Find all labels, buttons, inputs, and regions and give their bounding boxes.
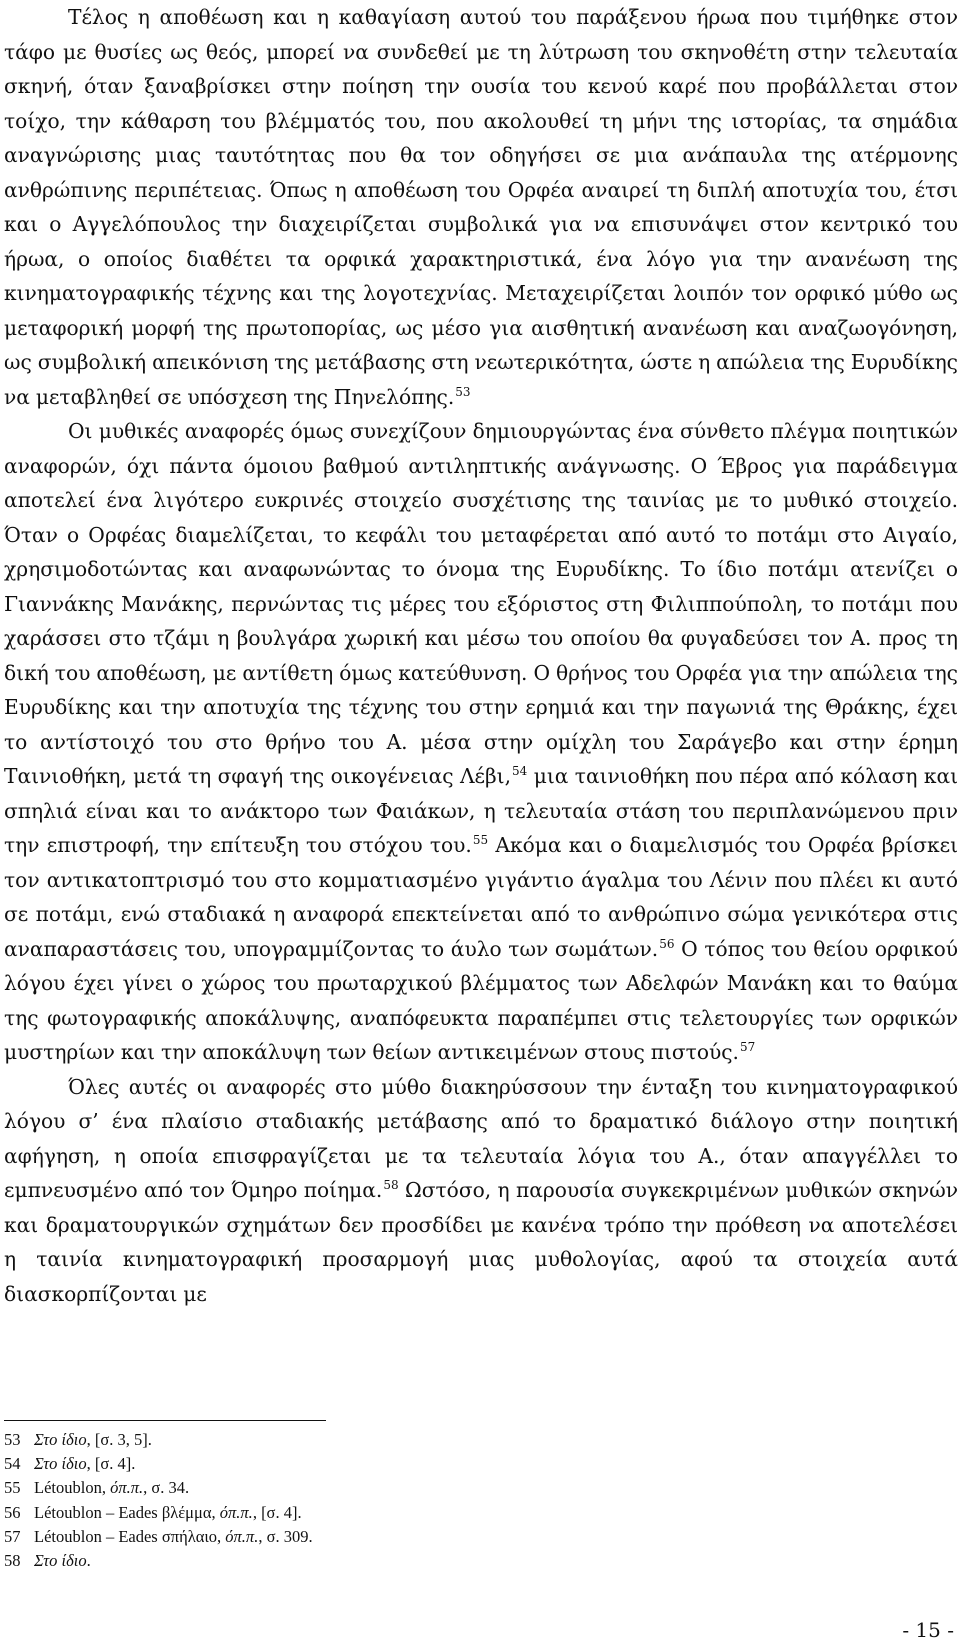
footnote [4,1501,804,1525]
paragraph-text: Ακόμα και ο διαμελισμός του Ορφέα βρίσκει τον αντικατοπτρισμό του στο κομματιασμένο γιγάντιο άγαλμα του Λένιν που πλέει κι αυτό σε ποτάμι, ενώ σταδιακά η αναφορά επεκτείνεται από το ανθρώπινο σώμα γενικότερα στις αναπαραστάσεις του, υπογραμμίζοντας το άυλο των σωμάτων. [4,833,959,961]
footnotes [4,1428,804,1573]
paragraph-text: Ωστόσο, η παρουσία συγκεκριμένων μυθικών σκηνών και δραματουργικών σχημάτων δεν προσδίδει με κανένα τρόπο την πρόθεση να αποτελέσει η ταινία κινηματογραφική προσαρμογή μιας μυθολογίας, αφού τα στοιχεία αυτά διασκορπίζονται με [4,1178,958,1306]
footnote-reference[interactable]: 58 [383,1178,399,1193]
footnote-text: Létoublon – Eades σπήλαιο, [34,1526,226,1546]
footnote-separator [4,1420,326,1421]
footnote-number: 54 [4,1454,21,1474]
footnote-text: Létoublon – Eades βλέμμα, [34,1502,220,1522]
paragraph [4,0,958,414]
footnote-text: Στο ίδιο [34,1430,87,1449]
body-text [4,0,958,1311]
footnote-text: , σ. 309. [258,1526,313,1546]
paragraph [4,1070,958,1312]
footnote [4,1525,804,1549]
footnote-text: Létoublon, [34,1478,111,1498]
paragraph-text: Οι μυθικές αναφορές όμως συνεχίζουν δημιουργώντας ένα σύνθετο πλέγμα ποιητικών αναφορών, όχι πάντα όμοιου βαθμού αντιληπτικής ανάγνωσης. Ο Έβρος για παράδειγμα αποτελεί ένα λιγότερο ευκρινές στοιχείο συσχέτισης της ταινίας με το μυθικό στοιχείο. Όταν ο Ορφέας διαμελίζεται, το κεφάλι του μεταφέρεται από αυτό το ποτάμι στο Αιγαίο, χρησιμοδοτώντας και αναφωνώντας το όνομα της Ευρυδίκης. Το ίδιο ποτάμι ατενίζει ο Γιαννάκης Μανάκης, περνώντας τις μέρες του εξόριστος στη Φιλιππούπολη, το ποτάμι που χαράσσει στο τζάμι η βουλγάρα χωρική και μέσω του οποίου θα φυγαδεύσει τον Α. προς τη δική του αποθέωση, με αντίθετη όμως κατεύθυνση. Ο θρήνος του Ορφέα για την απώλεια της Ευρυδίκης και την αποτυχία της τέχνης του στην ερημιά και την παγωνιά της Θράκης, έχει το αντίστοιχό του στο θρήνο του Α. μέσα στην ομίχλη του Σαράγεβο και στην έρημη Ταινιοθήκη, μετά τη σφαγή της οικογένειας Λέβι, [4,419,958,788]
footnote [4,1476,804,1500]
footnote-text: όπ.π. [110,1478,144,1498]
paragraph-text: Όλες αυτές οι αναφορές στο μύθο διακηρύσσουν την ένταξη του κινηματογραφικού λόγου σ’ ένα πλαίσιο σταδιακής μετάβασης από το δραματικό διάλογο στην ποιητική αφήγηση, η οποία επισφραγίζεται με τα τελευταία λόγια του Α., όταν απαγγέλλει το εμπνευσμένο από τον Όμηρο ποίημα. [4,1074,958,1202]
footnote-reference[interactable]: 57 [739,1040,756,1055]
paragraph [4,414,958,1070]
footnote-text: , [σ. 3, 5]. [86,1430,152,1449]
footnote-reference[interactable]: 53 [455,384,471,399]
footnote-text: . [86,1551,91,1571]
footnote-number: 53 [4,1430,21,1449]
footnote-number: 56 [4,1502,21,1522]
footnote-number: 58 [4,1551,21,1571]
footnote-text: Στο ίδιο [34,1454,87,1474]
footnote-text: όπ.π. [219,1502,253,1522]
page-number: - 15 - [902,1618,954,1642]
footnote [4,1428,804,1452]
footnote-number: 55 [4,1478,21,1498]
footnote-text: , [σ. 4]. [252,1502,302,1522]
footnote-reference[interactable]: 56 [659,936,675,951]
footnote-number: 57 [4,1526,21,1546]
footnote-text: , [σ. 4]. [86,1454,136,1474]
footnote-reference[interactable]: 55 [472,833,489,848]
footnote-text: , σ. 34. [143,1478,190,1498]
paragraph-text: μια ταινιοθήκη που πέρα από κόλαση και σπηλιά είναι και το ανάκτορο των Φαιάκων, η τελευταία στάση του περιπλανώμενου πριν την επιστροφή, την επίτευξη του στόχου του. [4,764,958,857]
footnote [4,1452,804,1476]
paragraph-text: Ο τόπος του θείου ορφικού λόγου έχει γίνει ο χώρος του πρωταρχικού βλέμματος των Αδελφών Μανάκη και το θαύμα της φωτογραφικής αποκάλυψης, αναπόφευκτα παραπέμπει στις τελετουργίες των ορφικών μυστηρίων και την αποκάλυψη των θείων αντικειμένων στους πιστούς. [4,936,958,1064]
paragraph-text: Τέλος η αποθέωση και η καθαγίαση αυτού του παράξενου ήρωα που τιμήθηκε στον τάφο με θυσίες ως θεός, μπορεί να συνδεθεί με τη λύτρωση του σκηνοθέτη στην τελευταία σκηνή, όταν ξαναβρίσκει στην ποίηση την ουσία του κενού καρέ που προβάλλεται στον τοίχο, την κάθαρση του βλέμματός του, που ακολουθεί τη μήνι της ιστορίας, τα σημάδια αναγνώρισης μιας ταυτότητας που θα τον οδηγήσει σε μια ανάπαυλα της ατέρμονης ανθρώπινης περιπέτειας. Όπως η αποθέωση του Ορφέα αναιρεί τη διπλή αποτυχία του, έτσι και ο Αγγελόπουλος την διαχειρίζεται συμβολικά για να επισυνάψει στον κεντρικό του ήρωα, ο οποίος διαθέτει τα ορφικά χαρακτηριστικά, ένα λόγο για την ανανέωση της κινηματογραφικής τέχνης και της λογοτεχνίας. Μεταχειρίζεται λοιπόν τον ορφικό μύθο ως μεταφορική μορφή της πρωτοπορίας, ως μέσο για αισθητική ανανέωση και αναζωογόνηση, ως συμβολική απεικόνιση της μετάβασης στη νεωτερικότητα, ώστε η απώλεια της Ευρυδίκης να μεταβληθεί σε υπόσχεση της Πηνελόπης. [4,5,958,409]
footnote [4,1549,804,1573]
footnote-text: όπ.π. [225,1526,259,1546]
footnote-text: Στο ίδιο [34,1551,87,1571]
footnote-reference[interactable]: 54 [512,764,528,779]
